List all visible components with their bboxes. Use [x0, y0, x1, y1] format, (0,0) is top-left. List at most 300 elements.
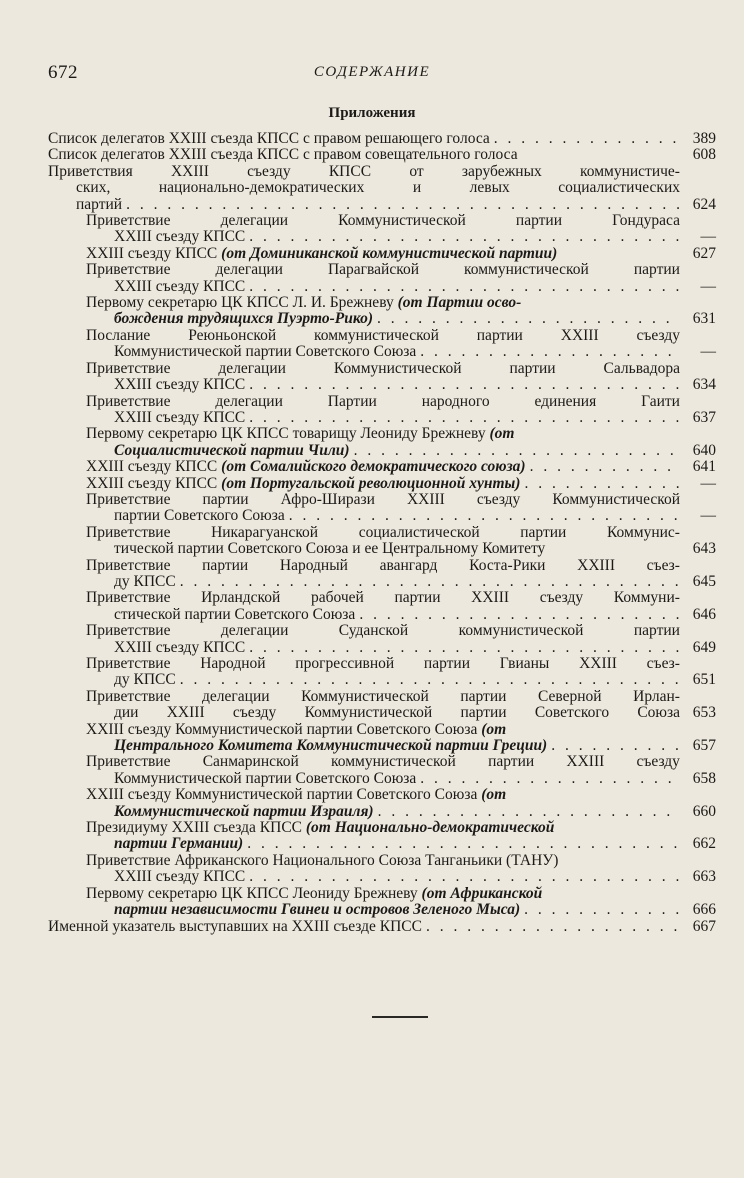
entry-word: съезду	[476, 491, 521, 508]
dot-leader	[494, 131, 680, 147]
toc-entry	[48, 754, 716, 787]
toc-entry	[48, 590, 716, 623]
toc-entry-line	[48, 180, 680, 196]
toc-entry	[48, 361, 716, 394]
toc-entry-line	[86, 394, 680, 410]
dot-leader	[247, 836, 680, 852]
toc-entry-line	[86, 377, 680, 393]
toc-entry	[48, 853, 716, 886]
running-header: СОДЕРЖАНИЕ	[313, 64, 431, 80]
page-number: 672	[48, 62, 78, 83]
dot-leader	[354, 443, 680, 459]
entry-word: партии	[520, 524, 567, 541]
entry-word: ских,	[76, 180, 111, 197]
entry-word: Сальвадора	[603, 360, 680, 377]
entry-source: (от Доминиканской коммунистической партии)	[221, 244, 558, 262]
entry-word: Приветствие	[86, 491, 171, 508]
entry-word: делегации	[202, 688, 270, 705]
entry-word: съезду	[636, 754, 680, 771]
entry-word: Северной	[537, 688, 602, 705]
dot-leader	[378, 804, 680, 820]
toc-entry-line	[86, 410, 680, 426]
entry-text	[114, 541, 545, 557]
entry-word: партии	[509, 360, 556, 377]
entry-source: (от	[489, 425, 515, 443]
entry-word: Коммунистической	[338, 213, 466, 230]
entry-page-number: 657	[692, 737, 716, 755]
entry-word: коммунистической	[464, 262, 589, 279]
toc-entry-line	[48, 919, 680, 935]
entry-word: Суданской	[338, 623, 409, 640]
entry-page-number: 631	[692, 310, 716, 328]
entry-word: партии	[476, 327, 523, 344]
toc-entry	[48, 623, 716, 656]
entry-word: Приветствие	[86, 262, 171, 279]
entry-word: Приветствие	[86, 688, 171, 705]
entry-page-number: 627	[692, 244, 716, 262]
table-of-contents	[48, 131, 716, 935]
entry-word: единения	[534, 393, 597, 410]
entry-text	[86, 689, 680, 705]
entry-text	[86, 787, 506, 803]
toc-entry	[48, 525, 716, 558]
entry-word: Приветствие	[86, 623, 171, 640]
entry-text	[114, 311, 373, 327]
entry-text	[86, 262, 680, 278]
entry-text	[114, 738, 547, 754]
entry-source: (от	[481, 786, 507, 804]
entry-word: делегации	[215, 393, 283, 410]
entry-word: съезду	[232, 705, 277, 722]
toc-entry	[48, 787, 716, 820]
toc-entry-line	[86, 361, 680, 377]
entry-title: партий	[76, 195, 123, 213]
toc-entry	[48, 262, 716, 295]
entry-page-number: —	[700, 343, 716, 361]
entry-text	[48, 919, 422, 935]
entry-text	[86, 623, 680, 639]
entry-title: Первому секретарю ЦК КПСС Л. И. Брежневу	[86, 294, 398, 312]
dot-leader	[126, 197, 680, 213]
entry-page-number: 634	[692, 376, 716, 394]
entry-page-number: 643	[692, 540, 716, 558]
entry-word: коммунистической	[314, 327, 439, 344]
entry-word: Партии	[327, 393, 377, 410]
entry-title: ду КПСС	[114, 572, 176, 590]
entry-title: Коммунистической партии Советского Союза	[114, 769, 417, 787]
dot-leader	[249, 377, 680, 393]
toc-entry-line	[86, 541, 680, 557]
entry-text	[86, 492, 680, 508]
toc-entry	[48, 459, 716, 475]
toc-entry	[48, 886, 716, 919]
entry-word: партии	[394, 590, 441, 607]
entry-word: Коммунис-	[606, 524, 680, 541]
toc-entry	[48, 558, 716, 591]
toc-entry	[48, 426, 716, 459]
entry-word: Советского	[534, 705, 610, 722]
entry-word: Приветствие	[86, 590, 171, 607]
toc-entry-line	[86, 426, 680, 442]
toc-entry-line	[86, 787, 680, 803]
entry-word: Приветствие	[86, 754, 171, 771]
toc-entry-line	[86, 476, 680, 492]
entry-word: съез-	[646, 656, 680, 672]
entry-page-number: 646	[692, 605, 716, 623]
toc-entry	[48, 213, 716, 246]
toc-entry	[48, 131, 716, 147]
entry-title: XXIII съезду КПСС	[114, 376, 246, 394]
entry-page-number: 651	[692, 671, 716, 689]
entry-page-number: 640	[692, 441, 716, 459]
entry-text	[86, 886, 542, 902]
toc-entry-line	[86, 722, 680, 738]
entry-source: (от	[481, 720, 507, 738]
entry-word: Гвианы	[499, 656, 550, 672]
entry-title: XXIII съезду КПСС	[86, 244, 222, 262]
entry-title: Список делегатов XXIII съезда КПСС с правом решающего голоса	[48, 130, 490, 147]
toc-entry	[48, 164, 716, 213]
entry-word: прогрессивной	[295, 656, 395, 672]
entry-word: Приветствие	[86, 524, 171, 541]
toc-entry-line	[86, 886, 680, 902]
entry-source: партии Германии)	[114, 835, 244, 853]
entry-page-number: 645	[692, 572, 716, 590]
entry-word: рабочей	[310, 590, 364, 607]
entry-text	[114, 640, 245, 656]
toc-entry-line	[86, 279, 680, 295]
entry-text	[114, 869, 245, 885]
entry-text	[48, 147, 518, 163]
dot-leader	[426, 919, 680, 935]
entry-word: левых	[469, 180, 510, 197]
toc-entry	[48, 295, 716, 328]
entry-word: делегации	[220, 623, 289, 640]
entry-source: Коммунистической партии Израиля)	[114, 802, 374, 820]
entry-text	[86, 328, 680, 344]
entry-word: съез-	[646, 557, 680, 574]
entry-word: Приветствия	[48, 163, 133, 180]
entry-word: Союза	[637, 705, 680, 722]
entry-text	[114, 804, 374, 820]
dot-leader	[524, 476, 680, 492]
entry-title: Первому секретарю ЦК КПСС товарищу Леониду Брежневу	[86, 425, 490, 443]
toc-entry	[48, 722, 716, 755]
entry-word: делегации	[220, 213, 289, 230]
entry-title: XXIII съезду Коммунистической партии Советского Союза	[86, 720, 482, 738]
entry-source: (от Сомалийского демократического союза)	[221, 458, 526, 476]
entry-title: XXIII съезду КПСС	[86, 474, 222, 492]
entry-word: партии	[460, 688, 507, 705]
entry-text	[86, 394, 680, 410]
entry-text	[114, 229, 245, 245]
dot-leader	[420, 771, 680, 787]
entry-word: XXIII	[579, 656, 617, 672]
entry-text	[114, 902, 520, 918]
entry-text	[86, 246, 557, 262]
toc-entry-line	[86, 853, 680, 869]
toc-entry-line	[86, 804, 680, 820]
entry-page-number: 649	[692, 638, 716, 656]
entry-page-number: 662	[692, 835, 716, 853]
entry-text	[48, 164, 680, 180]
toc-entry	[48, 656, 716, 689]
toc-entry	[48, 689, 716, 722]
entry-word: делегации	[218, 360, 286, 377]
dot-leader	[249, 410, 680, 426]
dot-leader	[249, 279, 680, 295]
entry-word: Коммунистической	[304, 705, 433, 722]
dot-leader	[249, 869, 680, 885]
entry-word: XXIII	[560, 327, 599, 344]
entry-text	[114, 410, 245, 426]
entry-text	[86, 590, 680, 606]
toc-entry-line	[48, 164, 680, 180]
toc-entry-line	[86, 640, 680, 656]
dot-leader	[289, 508, 680, 524]
toc-entry-line	[86, 754, 680, 770]
entry-title: XXIII съезду Коммунистической партии Советского Союза	[86, 786, 482, 804]
entry-word: Гондураса	[612, 213, 680, 230]
entry-word: Коммуни-	[613, 590, 680, 607]
entry-word: XXIII	[566, 754, 605, 771]
entry-title: XXIII съезду КПСС	[86, 458, 222, 476]
entry-word: Реюньонской	[188, 327, 277, 344]
toc-entry	[48, 147, 716, 163]
toc-entry	[48, 328, 716, 361]
entry-word: коммунистической	[458, 623, 584, 640]
entry-word: национально-демократических	[158, 180, 365, 197]
toc-entry-line	[86, 820, 680, 836]
entry-title: XXIII съезду КПСС	[114, 277, 246, 295]
entry-text	[86, 656, 680, 672]
entry-page-number: 660	[692, 802, 716, 820]
entry-text	[114, 836, 243, 852]
entry-title: Список делегатов XXIII съезда КПСС с правом совещательного голоса	[48, 146, 518, 164]
entry-text	[114, 443, 350, 459]
entry-word: Санмаринской	[202, 754, 299, 771]
entry-word: XXIII	[577, 557, 615, 574]
entry-text	[48, 131, 490, 147]
entry-page-number: 658	[692, 769, 716, 787]
entry-page-number: 663	[692, 868, 716, 886]
entry-text	[86, 426, 514, 442]
toc-entry-line	[48, 197, 680, 213]
entry-word: делегации	[215, 262, 283, 279]
entry-text	[114, 344, 416, 360]
entry-word: Ирлан-	[633, 688, 680, 705]
entry-text	[86, 525, 680, 541]
dot-leader	[180, 574, 680, 590]
toc-entry-line	[86, 311, 680, 327]
entry-page-number: —	[700, 277, 716, 295]
toc-entry-line	[86, 328, 680, 344]
toc-entry-line	[86, 295, 680, 311]
entry-text	[86, 722, 506, 738]
entry-text	[114, 672, 176, 688]
entry-page-number: 608	[692, 146, 716, 164]
toc-entry	[48, 476, 716, 492]
entry-page-number: 653	[692, 704, 716, 722]
toc-entry-line	[48, 131, 680, 147]
entry-text	[76, 197, 122, 213]
entry-source: Социалистической партии Чили)	[114, 441, 350, 459]
entry-text	[114, 705, 680, 721]
entry-word: партии	[202, 491, 249, 508]
entry-word: КПСС	[328, 163, 372, 180]
entry-word: партии	[515, 213, 563, 230]
entry-text	[86, 820, 554, 836]
entry-text	[86, 295, 521, 311]
toc-entry-line	[86, 525, 680, 541]
entry-word: зарубежных	[461, 163, 542, 180]
entry-text	[86, 754, 680, 770]
dot-leader	[420, 344, 680, 360]
entry-word: социалистических	[558, 180, 680, 197]
entry-page-number: 389	[692, 130, 716, 147]
entry-word: Коммунистической	[301, 688, 429, 705]
entry-word: XXIII	[170, 163, 209, 180]
entry-title: ду КПСС	[114, 671, 176, 689]
entry-page-number: 637	[692, 408, 716, 426]
entry-text	[76, 180, 680, 196]
toc-entry-line	[86, 672, 680, 688]
entry-page-number: 667	[692, 917, 716, 935]
toc-entry-line	[86, 771, 680, 787]
section-title: Приложения	[328, 105, 416, 121]
toc-entry-line	[86, 590, 680, 606]
toc-entry-line	[86, 902, 680, 918]
dot-leader	[377, 311, 680, 327]
toc-entry-line	[86, 869, 680, 885]
entry-word: Гаити	[641, 393, 680, 410]
entry-text	[114, 607, 355, 623]
entry-page-number: —	[700, 507, 716, 525]
entry-word: коммунистической	[331, 754, 456, 771]
toc-entry-line	[86, 574, 680, 590]
entry-page-number: 666	[692, 901, 716, 919]
entry-word: коммунистиче-	[580, 163, 680, 180]
entry-text	[86, 853, 558, 869]
entry-word: партии	[460, 705, 507, 722]
toc-entry-line	[86, 607, 680, 623]
toc-entry-line	[86, 262, 680, 278]
toc-entry	[48, 919, 716, 935]
entry-word: XXIII	[406, 491, 445, 508]
toc-entry-line	[86, 229, 680, 245]
entry-source: бождения трудящихся Пуэрто-Рико)	[114, 310, 373, 328]
entry-word: XXIII	[166, 705, 205, 722]
entry-title: тической партии Советского Союза и ее Центральному Комитету	[114, 540, 546, 558]
entry-word: съезду	[539, 590, 584, 607]
toc-entry	[48, 394, 716, 427]
entry-word: Народный	[279, 557, 348, 574]
entry-word: Приветствие	[86, 360, 171, 377]
entry-page-number: 624	[692, 195, 716, 213]
entry-title: стической партии Советского Союза	[114, 605, 356, 623]
toc-entry-line	[86, 656, 680, 672]
toc-entry-line	[86, 246, 680, 262]
entry-title: XXIII съезду КПСС	[114, 638, 246, 656]
entry-text	[86, 459, 526, 475]
dot-leader	[530, 459, 680, 475]
entry-word: Парагвайской	[327, 262, 420, 279]
entry-word: и	[412, 180, 422, 197]
entry-title: Коммунистической партии Советского Союза	[114, 343, 417, 361]
entry-word: дии	[114, 705, 139, 722]
entry-title: Именной указатель выступавших на XXIII съезде КПСС	[48, 917, 422, 935]
entry-source: (от Португальской революционной хунты)	[221, 474, 521, 492]
toc-entry-line	[86, 459, 680, 475]
entry-word: Послание	[86, 327, 151, 344]
entry-source: Центрального Комитета Коммунистической партии Греции)	[114, 737, 548, 755]
dot-leader	[524, 902, 680, 918]
entry-text	[86, 476, 520, 492]
entry-page-number: —	[700, 474, 716, 492]
entry-page-number: —	[700, 228, 716, 246]
entry-word: Никарагуанской	[211, 524, 319, 541]
entry-source: партии независимости Гвинеи и островов Зеленого Мыса)	[114, 901, 521, 919]
toc-entry-line	[86, 705, 680, 721]
toc-entry-line	[86, 623, 680, 639]
toc-entry	[48, 820, 716, 853]
entry-word: съезду	[636, 327, 680, 344]
entry-text	[114, 508, 285, 524]
entry-text	[114, 377, 245, 393]
entry-word: съезду	[247, 163, 291, 180]
entry-title: XXIII съезду КПСС	[114, 868, 246, 886]
entry-title: партии Советского Союза	[114, 507, 285, 525]
end-rule	[372, 1016, 428, 1018]
entry-word: Афро-Ширази	[280, 491, 375, 508]
entry-word: Приветствие	[86, 393, 171, 410]
entry-text	[86, 213, 680, 229]
entry-word: партии	[423, 656, 471, 672]
dot-leader	[249, 229, 680, 245]
entry-word: партии	[633, 262, 680, 279]
entry-word: от	[409, 163, 424, 180]
entry-text	[114, 771, 416, 787]
entry-title: XXIII съезду КПСС	[114, 408, 246, 426]
toc-entry-line	[86, 508, 680, 524]
entry-word: Приветствие	[86, 557, 171, 574]
entry-title: Президиуму XXIII съезда КПСС	[86, 819, 306, 837]
entry-text	[114, 574, 176, 590]
entry-source: (от Африканской	[421, 884, 543, 902]
entry-title: Первому секретарю ЦК КПСС Леониду Брежневу	[86, 884, 422, 902]
entry-title: Приветствие Африканского Национального Союза Танганьики (ТАНУ)	[86, 851, 559, 869]
toc-entry-line	[86, 344, 680, 360]
toc-entry-line	[86, 213, 680, 229]
entry-word: XXIII	[471, 590, 510, 607]
entry-word: Народной	[200, 656, 266, 672]
entry-word: партии	[202, 557, 249, 574]
entry-word: Приветствие	[86, 213, 171, 230]
entry-word: Приветствие	[86, 656, 171, 672]
toc-entry-line	[86, 689, 680, 705]
toc-entry-line	[86, 558, 680, 574]
entry-word: Коммунистической	[333, 360, 462, 377]
entry-word: Коммунистической	[552, 491, 680, 508]
entry-word: Коста-Рики	[469, 557, 546, 574]
entry-source: (от Партии осво-	[397, 294, 522, 312]
toc-entry-line	[86, 443, 680, 459]
dot-leader	[359, 607, 680, 623]
entry-word: партии	[633, 623, 680, 640]
entry-text	[114, 279, 245, 295]
entry-word: народного	[421, 393, 490, 410]
entry-word: партии	[488, 754, 535, 771]
